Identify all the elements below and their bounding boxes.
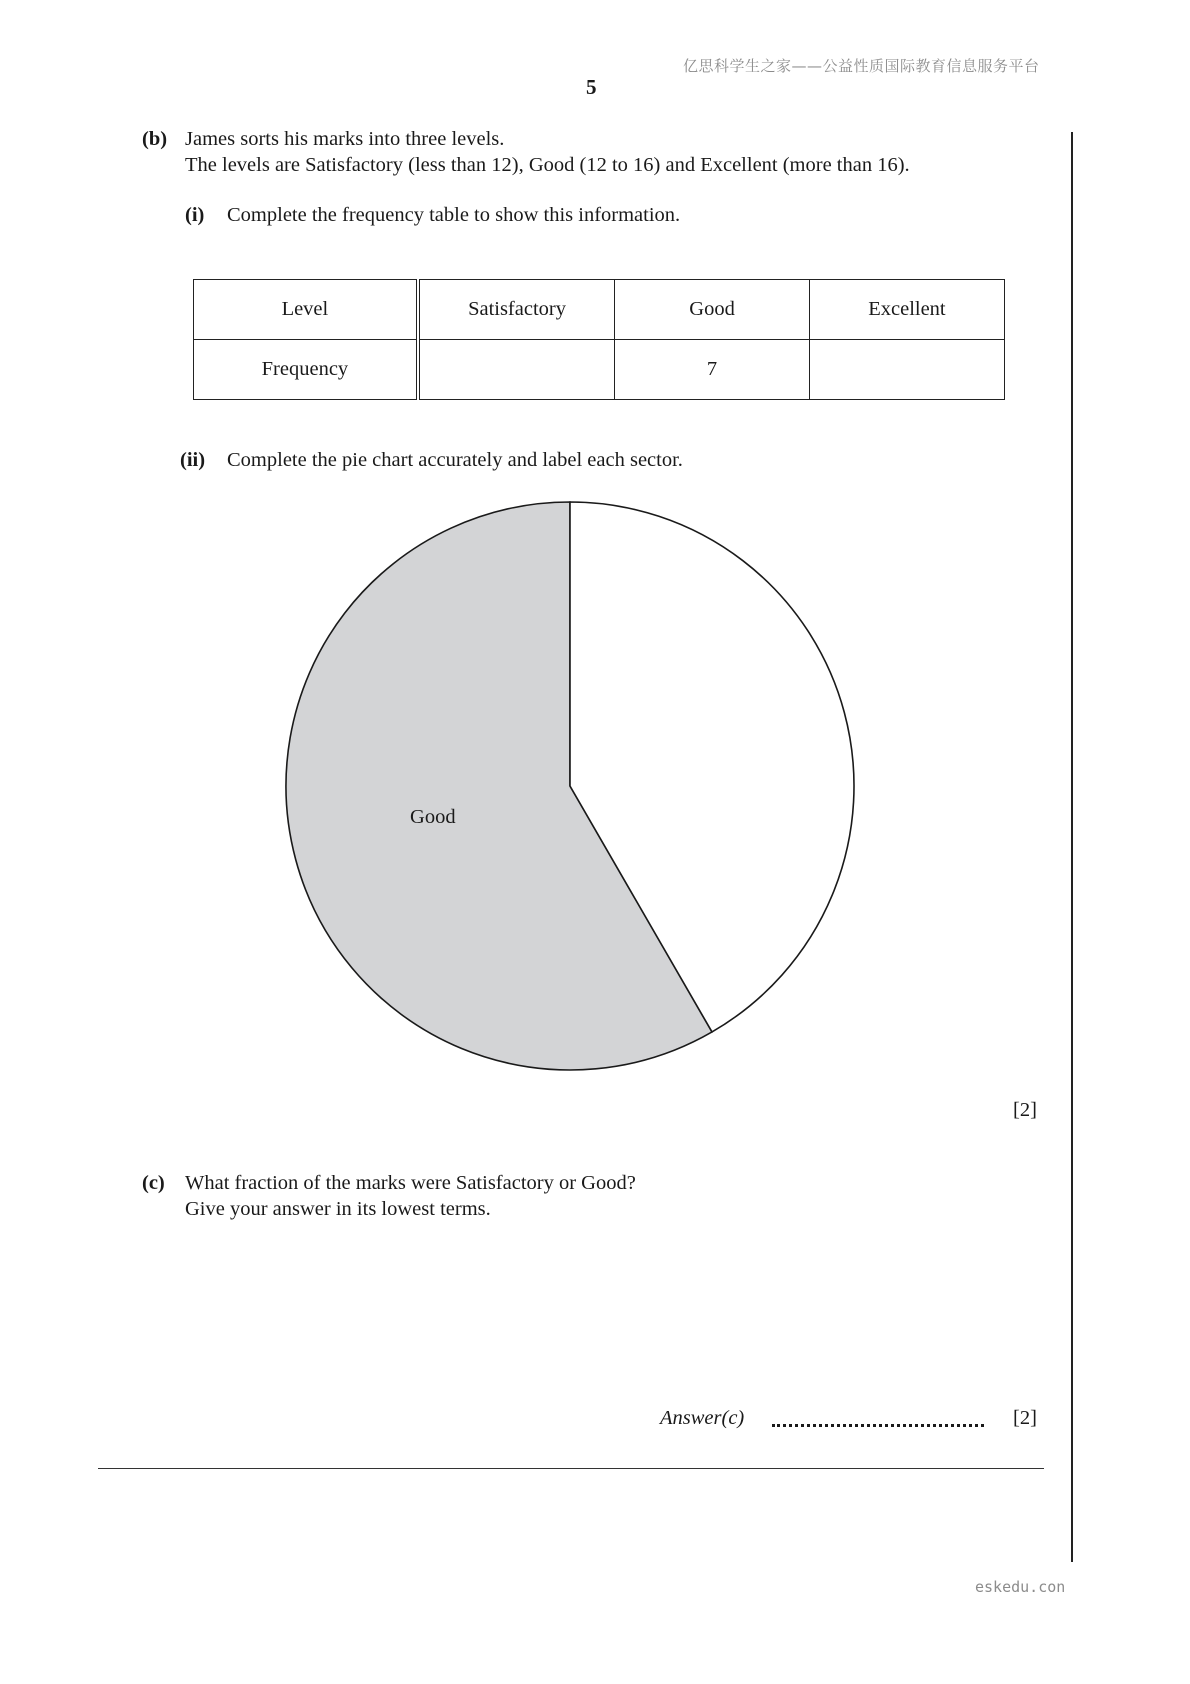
- bottom-rule: [98, 1468, 1044, 1469]
- answer-input-line[interactable]: [772, 1414, 984, 1427]
- sub-ii-label: (ii): [180, 449, 206, 471]
- part-b-line2: The levels are Satisfactory (less than 12), Good (12 to 16) and Excellent (more than 16).: [185, 154, 910, 176]
- table-header-good: Good: [615, 280, 810, 340]
- part-b-label: (b): [142, 128, 168, 150]
- sub-i-label: (i): [185, 204, 205, 226]
- table-header-satisfactory: Satisfactory: [418, 280, 615, 340]
- pie-label-good: Good: [410, 805, 456, 828]
- watermark-top: 亿思科学生之家——公益性质国际教育信息服务平台: [683, 57, 1040, 75]
- frequency-table: [193, 279, 1005, 400]
- answer-label: Answer(c): [660, 1407, 745, 1429]
- sub-i-text: Complete the frequency table to show this information.: [227, 204, 681, 226]
- part-c-marks: [2]: [1013, 1407, 1037, 1429]
- part-c-line1: What fraction of the marks were Satisfactory or Good?: [185, 1172, 636, 1194]
- table-header-level: Level: [194, 280, 418, 340]
- margin-rule: [1071, 132, 1073, 1562]
- part-b-marks: [2]: [1013, 1099, 1037, 1121]
- page-number: 5: [586, 75, 597, 99]
- table-frequency-row: [194, 340, 1005, 400]
- table-header-row: [194, 280, 1005, 340]
- sub-ii-text: Complete the pie chart accurately and label each sector.: [227, 449, 683, 471]
- table-row-label: Frequency: [194, 340, 418, 400]
- table-header-excellent: Excellent: [809, 280, 1004, 340]
- frequency-excellent-cell[interactable]: [809, 340, 1004, 400]
- part-c-label: (c): [142, 1172, 165, 1194]
- watermark-bottom: eskedu.con: [975, 1578, 1066, 1596]
- frequency-satisfactory-cell[interactable]: [418, 340, 615, 400]
- part-b-line1: James sorts his marks into three levels.: [185, 128, 505, 150]
- pie-chart[interactable]: [270, 486, 870, 1086]
- frequency-good-cell: 7: [615, 340, 810, 400]
- part-c-line2: Give your answer in its lowest terms.: [185, 1198, 491, 1220]
